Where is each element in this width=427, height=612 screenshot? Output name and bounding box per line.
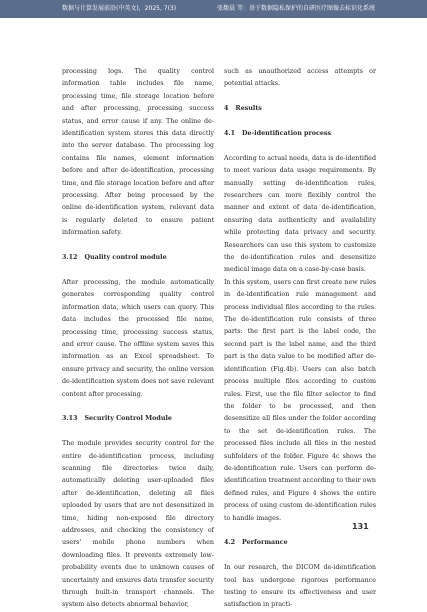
paragraph: In our research, the DICOM de-identification tool has undergone rigorous performance testing to ensure its effectiveness and user satisfaction in practi- — [224, 564, 376, 609]
journal-title: 数据与计算发展前沿(中英文)，2025, 7(3) — [62, 5, 177, 12]
page-number: 131 — [352, 522, 369, 531]
paragraph: The module provides security control for the entire de-identification process, including scanning file directories twice daily, automatically deleting user-uploaded files after de-identification, deleting all files uploaded by users that are not desensitized in time, hiding non-exposed file directory addresses, and checking the consistency of users' mobile phone numbers when downloading files. It prevents extremely low-probability events due to unknown causes of uncertainty and ensures data transfer security through built-in transport channels. The system also detects abnormal behavior, — [62, 440, 214, 609]
article-title: 张馥晨 等：基于数据隐私保护的自研医疗图像去标识化系统 — [217, 5, 375, 12]
section-heading-3-13 — [62, 413, 214, 425]
section-heading-4-2 — [224, 537, 376, 549]
section-number: 3.12 — [62, 254, 78, 262]
section-title: Performance — [242, 539, 288, 547]
left-column — [62, 66, 214, 612]
paragraph: processing logs. The quality control information table includes file name, processing time, file storage location before and after processing, processing success status, and error cause if any. The online de-identification system stores this data directly into the server database. The processing log contains file names, element information before and after de-identification, processing time, and file storage location before and after processing. After being processed by the online de-identification system, relevant data is regularly deleted to ensure patient information safety. — [62, 68, 214, 237]
section-heading-4 — [224, 103, 376, 115]
running-header — [0, 0, 427, 18]
paragraph: In this system, users can first create new rules in de-identification rule management and process individual files according to the rules. The de-identification rule consists of three parts: the first part is the label code, the second part is the label name, and the third part is the data value to be modified after de-identification (Fig.4b). Users can also batch process multiple files according to custom rules. First, use the file filter selector to find the folder to be processed, and then desensitize all files under the folder according to the set de-identification rules. The processed files include all files in the nested subfolders of the folder. Figure 4c shows the de-identification rule. Users can perform de-identification treatment according to their own defined rules, and Figure 4 shows the entire process of using custom de-identification rules to handle images. — [224, 278, 376, 522]
paragraph: such as unauthorized access attempts or potential attacks. — [224, 68, 376, 88]
section-title: Security Control Module — [84, 415, 172, 423]
section-title: Quality control module — [84, 254, 167, 262]
section-heading-3-12 — [62, 252, 214, 264]
section-title: Results — [235, 105, 262, 113]
paragraph: After processing, the module automatically generates corresponding quality control information data, which users can query. This data includes the processed file name, processing time, processing success status, and error cause. The offline system saves this information as an Excel spreadsheet. To ensure privacy and security, the online version de-identification system does not save relevant content after processing. — [62, 278, 214, 398]
section-number: 4.2 — [224, 539, 236, 547]
section-title: De-identification process — [242, 130, 332, 137]
section-number: 4.1 — [224, 130, 236, 137]
section-number: 4 — [224, 105, 229, 113]
section-heading-4-1 — [224, 128, 376, 140]
paragraph: According to actual needs, data is de-identified to meet various data usage requirements. By manually setting de-identification rules, researchers can more flexibly control the manner and extent of data de-identification, ensuring data authenticity and availability while protecting data privacy and security. Researchers can use this system to customize the de-identification rules and desensitize medical image data on a case-by-case basis. — [224, 154, 376, 274]
section-number: 3.13 — [62, 415, 78, 423]
